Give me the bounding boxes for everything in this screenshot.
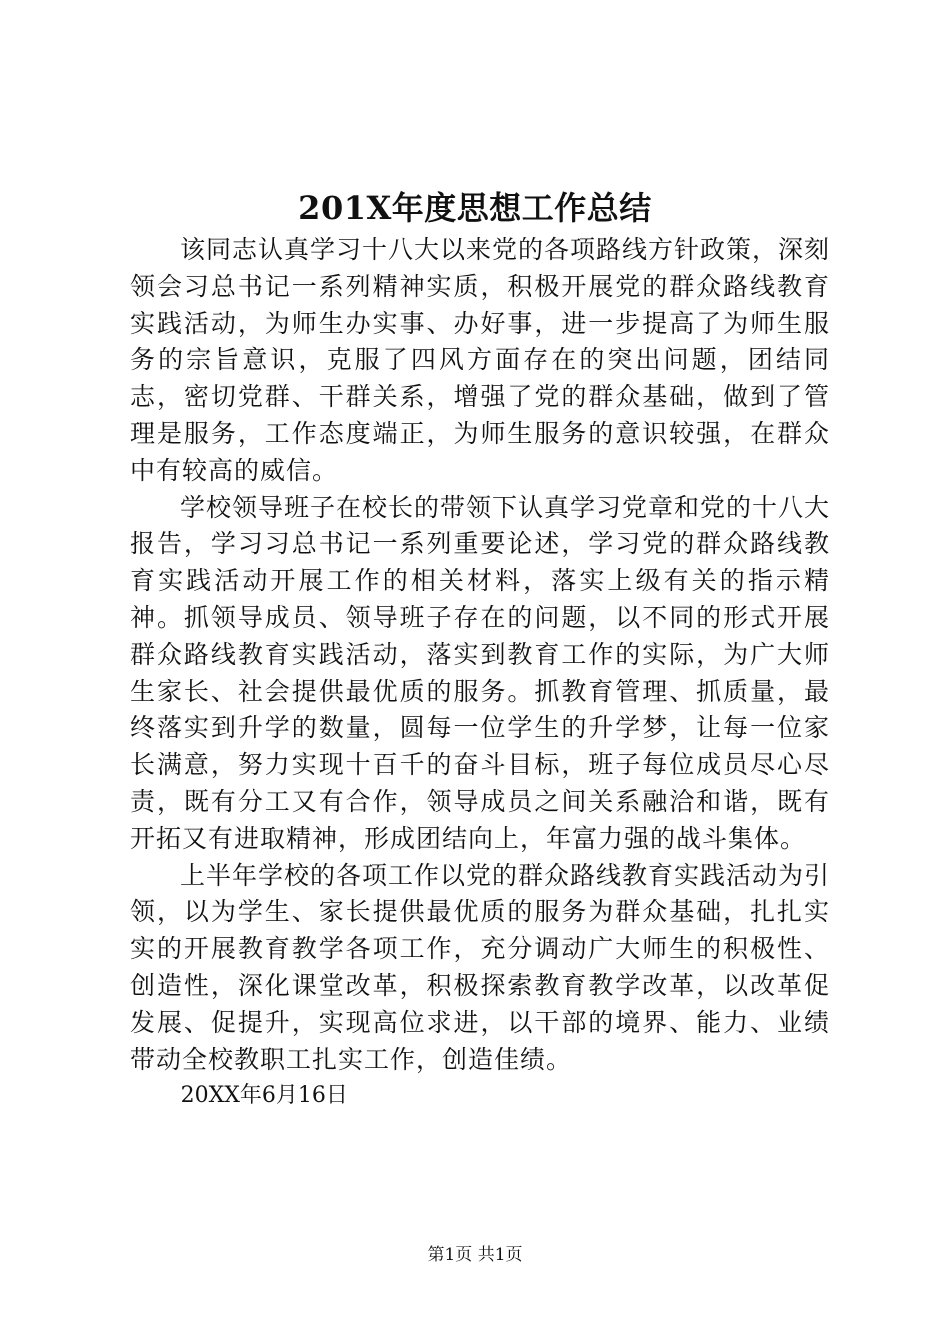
page-footer [0,1242,950,1268]
paragraph-3: 上半年学校的各项工作以党的群众路线教育实践活动为引领，以为学生、家长提供最优质的服务为群众基础，扎扎实实的开展教育教学各项工作，充分调动广大师生的积极性、创造性，深化课堂改革，积极探索教育教学改革，以改革促发展、促提升，实现高位求进，以干部的境界、能力、业绩带动全校教职工扎实工作，创造佳绩。 [130,860,831,1074]
document-date: 20XX年6月16日 [180,1083,348,1109]
document-body [130,232,830,1115]
page-number: 第1页 [427,1245,473,1265]
paragraph-2: 学校领导班子在校长的带领下认真学习党章和党的十八大报告，学习习总书记一系列重要论述，学习党的群众路线教育实践活动开展工作的相关材料，落实上级有关的指示精神。抓领导成员、领导班子存在的问题，以不同的形式开展群众路线教育实践活动，落实到教育工作的实际，为广大师生家长、社会提供最优质的服务。抓教育管理、抓质量，最终落实到升学的数量，圆每一位学生的升学梦，让每一位家长满意，努力实现十百千的奋斗目标，班子每位成员尽心尽责，既有分工又有合作，领导成员之间关系融洽和谐，既有开拓又有进取精神，形成团结向上，年富力强的战斗集体。 [130,492,831,853]
paragraph-1: 该同志认真学习十八大以来党的各项路线方针政策，深刻领会习总书记一系列精神实质，积极开展党的群众路线教育实践活动，为师生办实事、办好事，进一步提高了为师生服务的宗旨意识，克服了四风方面存在的突出问题，团结同志，密切党群、干群关系，增强了党的群众基础，做到了管理是服务，工作态度端正，为师生服务的意识较强，在群众中有较高的威信。 [130,235,831,485]
page-total: 共1页 [477,1245,523,1265]
document-title: 201X年度思想工作总结 [298,189,652,227]
